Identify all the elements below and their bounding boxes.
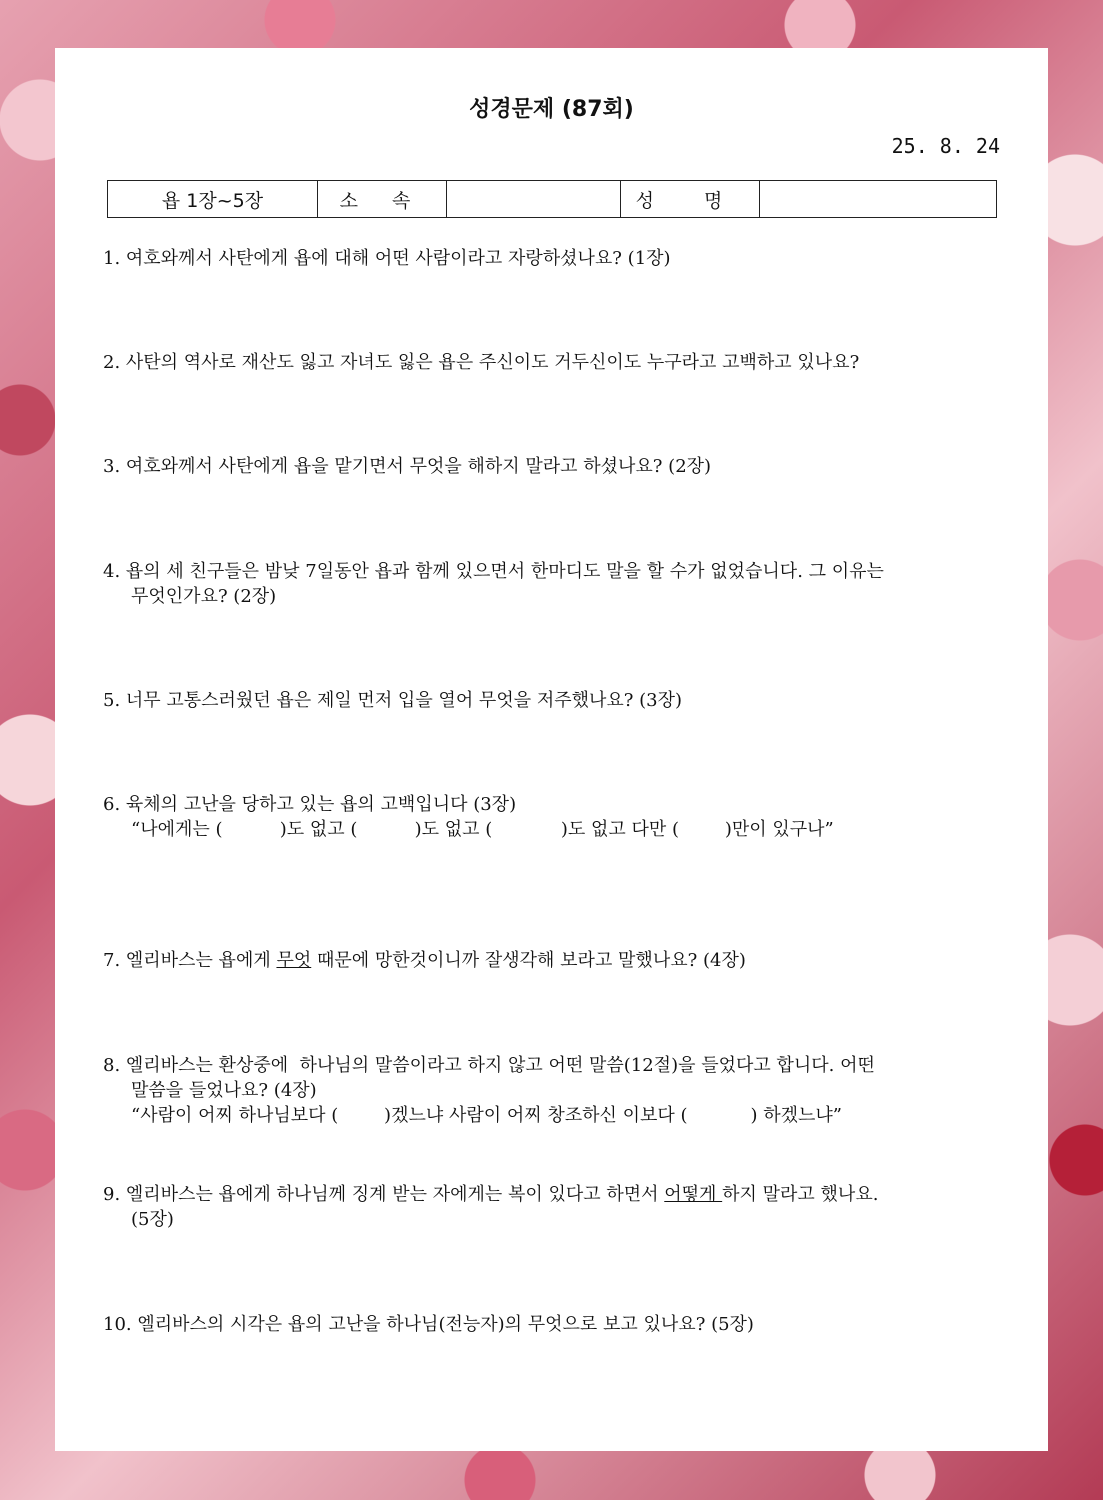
question-4 bbox=[103, 559, 1003, 609]
question-text-part: 때문에 망한것이니까 잘생각해 보라고 말했나요? (4장) bbox=[311, 950, 746, 971]
question-text-cont: (5장) bbox=[131, 1209, 174, 1230]
chapter-range: 욥 1장~5장 bbox=[108, 181, 318, 217]
fill-in-quote: “사람이 어찌 하나님보다 ( )겠느냐 사람이 어찌 창조하신 이보다 ( ) 하겠느냐” bbox=[131, 1105, 842, 1126]
question-1 bbox=[103, 246, 1003, 271]
underlined-keyword: 어떻게 bbox=[664, 1184, 723, 1205]
question-text bbox=[103, 948, 1003, 973]
name-label: 성 명 bbox=[621, 181, 760, 217]
question-text: 6. 육체의 고난을 당하고 있는 욥의 고백입니다 (3장) bbox=[103, 794, 517, 815]
affiliation-field[interactable] bbox=[447, 181, 621, 217]
question-7 bbox=[103, 948, 1003, 973]
question-text-cont: 말씀을 들었나요? (4장) bbox=[131, 1080, 317, 1101]
question-text: 4. 욥의 세 친구들은 밤낮 7일동안 욥과 함께 있으면서 한마디도 말을 할 수가 없었습니다. 그 이유는 bbox=[103, 561, 884, 582]
underlined-keyword: 무엇 bbox=[276, 950, 312, 971]
question-text-part: 하지 말라고 했나요. bbox=[722, 1184, 879, 1205]
question-text: 8. 엘리바스는 환상중에 하나님의 말씀이라고 하지 않고 어떤 말씀(12절)을 들었다고 합니다. 어떤 bbox=[103, 1055, 875, 1076]
question-3 bbox=[103, 454, 1003, 479]
question-10 bbox=[103, 1312, 1003, 1337]
info-table bbox=[107, 180, 997, 218]
affiliation-label: 소 속 bbox=[318, 181, 447, 217]
question-text: 10. 엘리바스의 시각은 욥의 고난을 하나님(전능자)의 무엇으로 보고 있나요? (5장) bbox=[103, 1314, 754, 1335]
question-text-part: 9. 엘리바스는 욥에게 하나님께 징계 받는 자에게는 복이 있다고 하면서 bbox=[103, 1184, 665, 1205]
question-5 bbox=[103, 688, 1003, 713]
question-2 bbox=[103, 350, 1003, 375]
question-text-part: 7. 엘리바스는 욥에게 bbox=[103, 950, 277, 971]
question-9 bbox=[103, 1182, 1003, 1232]
question-text: 2. 사탄의 역사로 재산도 잃고 자녀도 잃은 욥은 주신이도 거두신이도 누구라고 고백하고 있나요? bbox=[103, 352, 860, 373]
fill-in-quote: “나에게는 ( )도 없고 ( )도 없고 ( )도 없고 다만 ( )만이 있구나” bbox=[131, 819, 834, 840]
question-8 bbox=[103, 1053, 1003, 1128]
question-text: 1. 여호와께서 사탄에게 욥에 대해 어떤 사람이라고 자랑하셨나요? (1장) bbox=[103, 248, 671, 269]
question-text: 3. 여호와께서 사탄에게 욥을 맡기면서 무엇을 해하지 말라고 하셨나요? (2장) bbox=[103, 456, 712, 477]
page-title: 성경문제 (87회) bbox=[469, 97, 634, 122]
worksheet-page bbox=[55, 48, 1048, 1451]
date: 25. 8. 24 bbox=[891, 134, 1000, 158]
question-text: 5. 너무 고통스러웠던 욥은 제일 먼저 입을 열어 무엇을 저주했나요? (3장) bbox=[103, 690, 683, 711]
question-text-cont: 무엇인가요? (2장) bbox=[131, 586, 277, 607]
question-text bbox=[103, 1182, 1003, 1207]
question-6 bbox=[103, 792, 1003, 842]
name-field[interactable] bbox=[760, 181, 996, 217]
